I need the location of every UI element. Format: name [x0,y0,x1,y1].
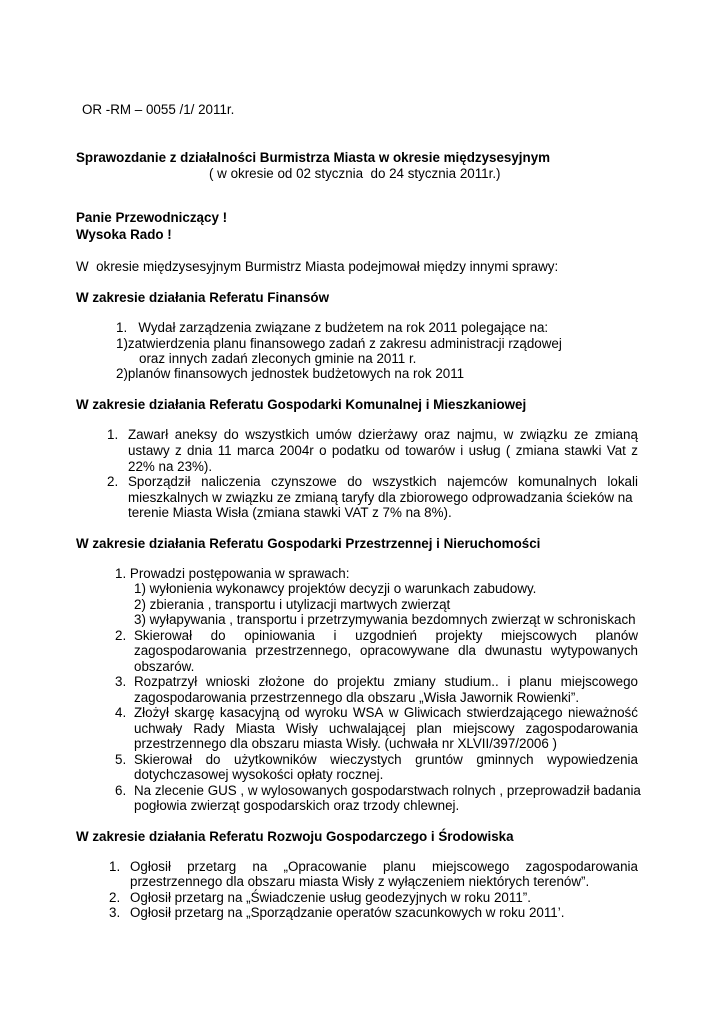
list-item: Skierował do użytkowników wieczystych gruntów gminnych wypowiedzenia [134,752,638,767]
list-item: dotychczasowej wysokości opłaty rocznej. [134,767,384,782]
section-heading-spatial: W zakresie działania Referatu Gospodarki Przestrzennej i Nieruchomości [76,536,541,551]
list-number: 2. [115,628,127,643]
list-item: 1)zatwierdzenia planu finansowego zadań z zakresu administracji rządowej [116,336,562,351]
list-item: 1) wyłonienia wykonawcy projektów decyzji o warunkach zabudowy. [134,581,537,596]
list-item: 1. Prowadzi postępowania w sprawach: [115,566,350,581]
list-item: przestrzennego dla obszaru miasta Wisły z wyłączeniem niektórych terenów”. [130,874,590,889]
list-item: 1. Wydał zarządzenia związane z budżetem na rok 2011 polegające na: [116,320,549,335]
list-item: przestrzennego dla obszaru miasta Wisły. (uchwała nr XLVII/397/2006 ) [134,736,558,751]
document-subtitle: ( w okresie od 02 stycznia do 24 stycznia 2011r.) [209,166,501,181]
list-number: 4. [115,705,127,720]
list-item: 22% na 23%). [128,459,213,474]
list-number: 2. [107,474,119,489]
intro-paragraph: W okresie międzysesyjnym Burmistrz Miasta podejmował między innymi sprawy: [76,259,559,274]
list-item: mieszkalnych w związku ze zmianą taryfy dla zbiorowego odprowadzania ścieków na [128,490,633,505]
list-item: 3) wyłapywania , transportu i przetrzymywania bezdomnych zwierząt w schroniskach [134,612,636,627]
list-item: terenie Miasta Wisła (zmiana stawki VAT z 7% na 8%). [128,505,452,520]
list-number: 1. [107,427,119,442]
section-heading-communal: W zakresie działania Referatu Gospodarki Komunalnej i Mieszkaniowej [76,397,527,412]
list-number: 5. [115,752,127,767]
list-item: Rozpatrzył wnioski złożone do projektu zmiany studium.. i planu miejscowego [134,674,638,689]
list-number: 3. [109,905,121,920]
list-item: obszarów. [134,659,195,674]
greeting-council: Wysoka Rado ! [76,227,172,242]
greeting-chairman: Panie Przewodniczący ! [76,210,228,225]
list-item: zagospodarowania przestrzennego dla obszaru „Wisła Jawornik Rowienki”. [134,690,580,705]
document-title: Sprawozdanie z działalności Burmistrza Miasta w okresie międzysesyjnym [76,150,551,165]
list-item: 2)planów finansowych jednostek budżetowych na rok 2011 [116,366,465,381]
list-item: Na zlecenie GUS , w wylosowanych gospodarstwach rolnych , przeprowadził badania [134,783,641,798]
list-item: 2) zbierania , transportu i utylizacji martwych zwierząt [134,597,451,612]
list-item: uchwały Rady Miasta Wisły uchwalającej plan miejscowy zagospodarowania [134,721,638,736]
list-number: 6. [115,783,127,798]
document-reference: OR -RM – 0055 /1/ 2011r. [82,102,235,117]
list-number: 3. [115,674,127,689]
list-item: zagospodarowania przestrzennego, opracowywane dla dwunastu wytypowanych [134,643,638,658]
list-item: Sporządził naliczenia czynszowe do wszystkich najemców komunalnych lokali [128,474,638,489]
list-number: 1. [109,859,121,874]
list-item: Ogłosił przetarg na „Świadczenie usług geodezyjnych w roku 2011”. [130,890,531,905]
list-item: Zawarł aneksy do wszystkich umów dzierżawy oraz najmu, w związku ze zmianą [128,427,638,442]
list-item: Ogłosił przetarg na „Opracowanie planu miejscowego zagospodarowania [130,859,638,874]
list-item: oraz innych zadań zleconych gminie na 2011 r. [139,351,417,366]
list-item: Złożył skargę kasacyjną od wyroku WSA w Gliwicach stwierdzającego nieważność [134,705,638,720]
list-item: ustawy z dnia 11 marca 2004r o podatku od towarów i usług ( zmiana stawki Vat z [128,443,638,458]
list-number: 2. [109,890,121,905]
list-item: Skierował do opiniowania i uzgodnień projekty miejscowych planów [134,628,638,643]
section-heading-finance: W zakresie działania Referatu Finansów [76,290,330,305]
section-heading-development: W zakresie działania Referatu Rozwoju Gospodarczego i Środowiska [76,829,514,844]
list-item: pogłowia zwierząt gospodarskich oraz trzody chlewnej. [134,798,460,813]
list-item: Ogłosił przetarg na „Sporządzanie operatów szacunkowych w roku 2011’. [130,905,565,920]
